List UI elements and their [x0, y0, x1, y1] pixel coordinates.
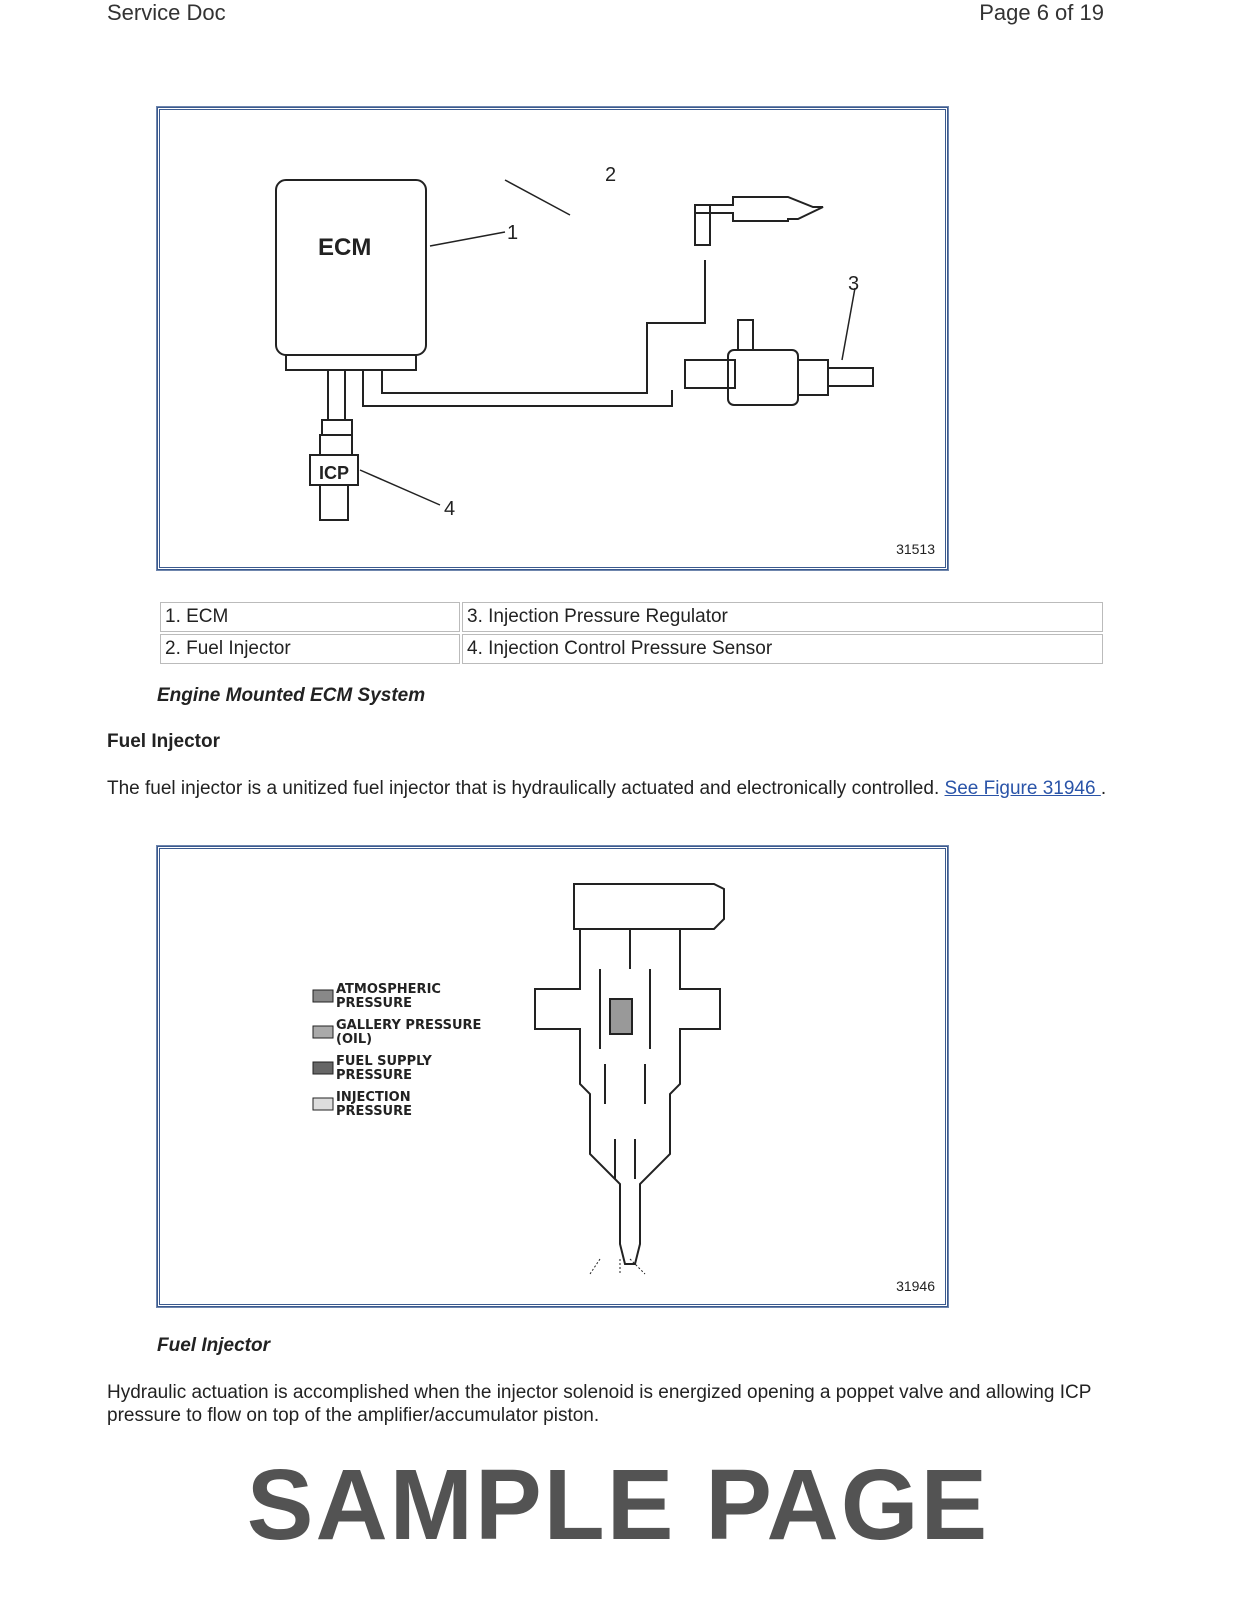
callout-1: 1: [507, 222, 519, 244]
table-cell: 3. Injection Pressure Regulator: [462, 602, 1103, 632]
legend-fuel-supply: FUEL SUPPLY PRESSURE: [336, 1054, 432, 1083]
sample-watermark: SAMPLE PAGE: [246, 1449, 990, 1561]
figure-fuel-injector: [157, 846, 948, 1307]
figure-legend-table: [158, 600, 1105, 666]
figure-number: 31946: [896, 1278, 935, 1294]
legend-gallery: GALLERY PRESSURE (OIL): [336, 1018, 482, 1047]
fuel-injector-diagram: [160, 849, 945, 1304]
section-heading: Fuel Injector: [107, 731, 220, 752]
callout-3: 3: [848, 273, 860, 295]
table-cell: 2. Fuel Injector: [160, 634, 460, 664]
figure-caption: Engine Mounted ECM System: [157, 685, 426, 706]
figure-caption: Fuel Injector: [157, 1335, 270, 1356]
table-row: [160, 602, 1103, 632]
ecm-system-diagram: [160, 110, 945, 567]
callout-2: 2: [605, 164, 617, 186]
table-row: [160, 634, 1103, 664]
table-cell: 1. ECM: [160, 602, 460, 632]
ecm-label: ECM: [318, 234, 372, 261]
paragraph: The fuel injector is a unitized fuel injector that is hydraulically actuated and electronically controlled. See Figure 31946 .: [107, 778, 1107, 799]
figure-number: 31513: [896, 541, 935, 557]
figure-link[interactable]: See Figure 31946: [944, 778, 1101, 799]
icp-label: ICP: [319, 463, 350, 483]
doc-title: Service Doc: [107, 0, 226, 25]
legend-atmospheric: ATMOSPHERIC PRESSURE: [336, 982, 441, 1011]
paragraph: Hydraulic actuation is accomplished when the injector solenoid is energized opening a poppet valve and allowing ICP pressure to flow on top of the amplifier/accumulator piston.: [107, 1382, 1092, 1426]
callout-4: 4: [444, 498, 456, 520]
legend-injection: INJECTION PRESSURE: [336, 1090, 413, 1119]
page-number: Page 6 of 19: [979, 0, 1104, 25]
figure-ecm-system: [157, 107, 948, 570]
ecm-box: [276, 180, 426, 355]
table-cell: 4. Injection Control Pressure Sensor: [462, 634, 1103, 664]
